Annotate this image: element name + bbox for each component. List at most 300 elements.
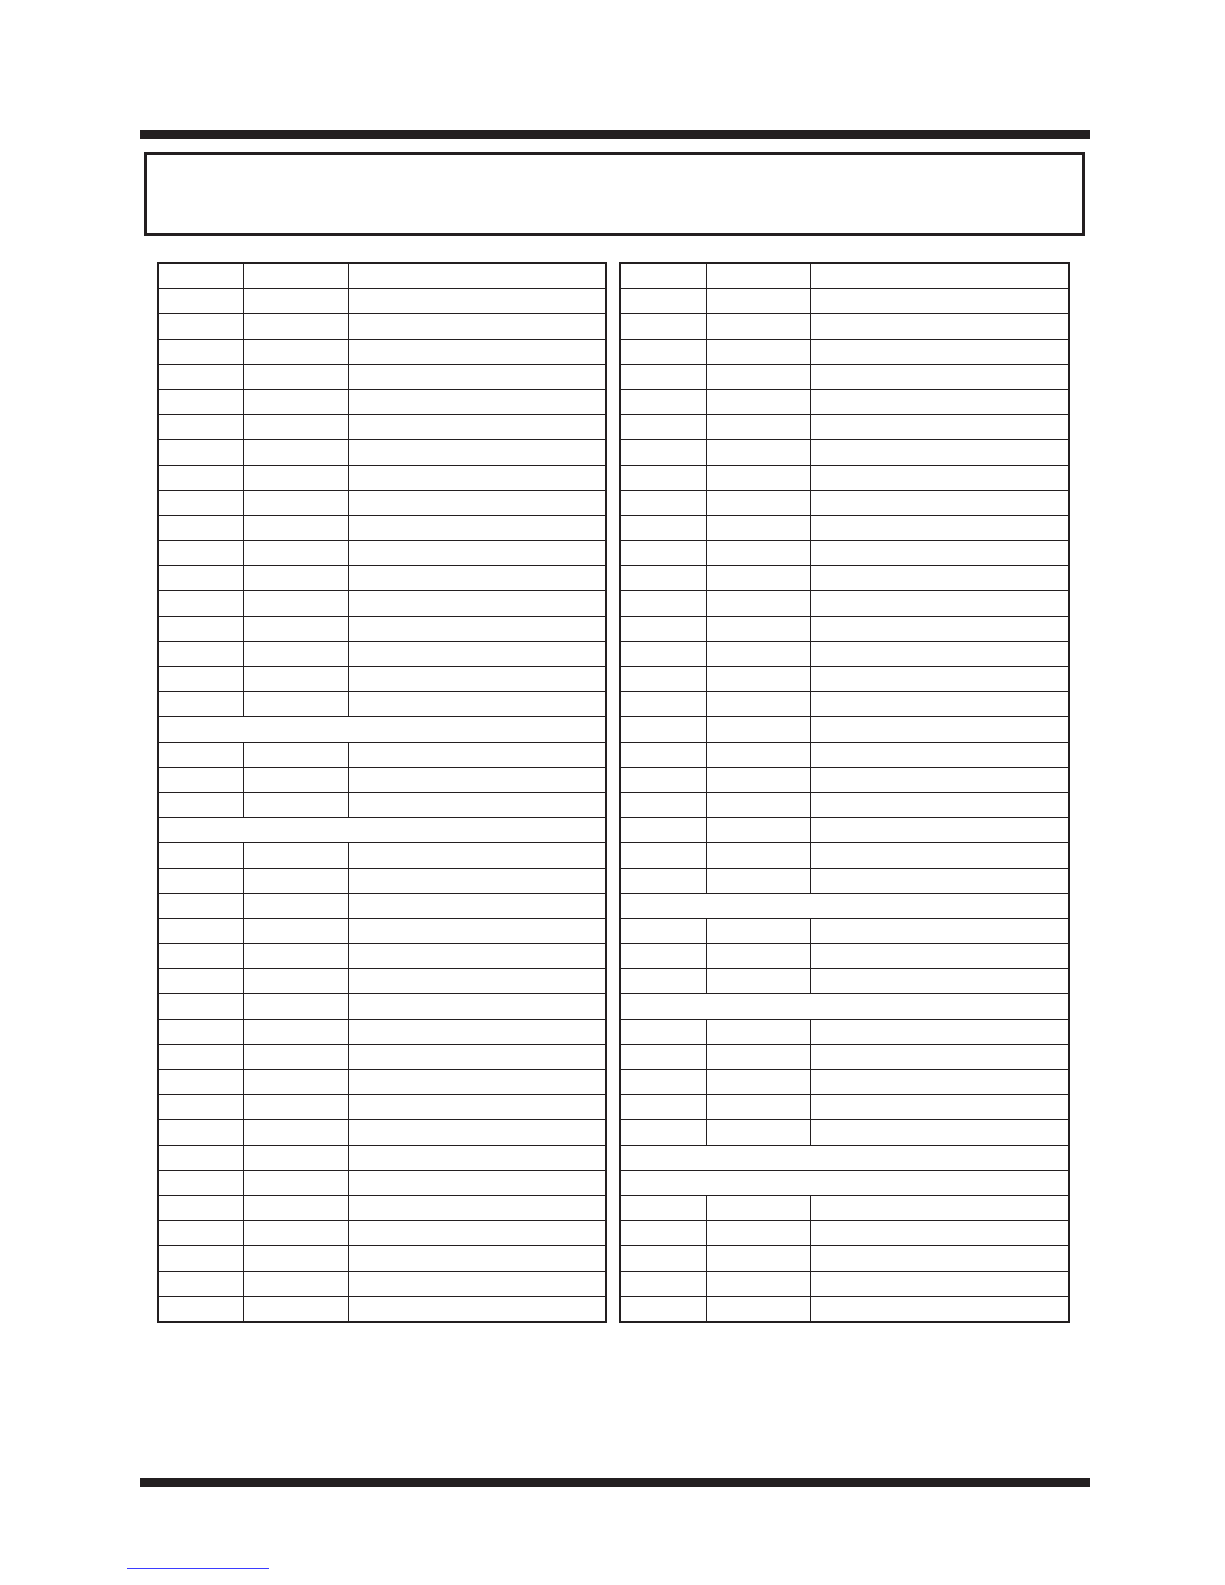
table-cell <box>620 692 706 717</box>
table-cell <box>706 415 810 440</box>
table-cell <box>620 541 706 566</box>
table-cell <box>620 490 706 515</box>
table-cell <box>158 641 243 666</box>
table-cell <box>706 918 810 943</box>
table-row <box>158 1170 606 1195</box>
table-cell <box>243 1070 348 1095</box>
table-cell <box>158 692 243 717</box>
table-row <box>158 1271 606 1296</box>
table-cell <box>810 465 1069 490</box>
table-cell <box>158 289 243 314</box>
table-cell <box>810 1246 1069 1271</box>
table-cell <box>348 314 606 339</box>
table-cell <box>810 591 1069 616</box>
table-cell <box>348 1195 606 1220</box>
table-cell <box>810 314 1069 339</box>
table-row <box>620 1095 1069 1120</box>
table-row <box>620 1019 1069 1044</box>
table-cell <box>243 944 348 969</box>
section-cell <box>620 994 1069 1019</box>
table-cell <box>348 868 606 893</box>
table-cell <box>243 893 348 918</box>
table-cell <box>620 792 706 817</box>
left-table <box>157 262 607 1323</box>
table-row <box>158 566 606 591</box>
table-cell <box>810 515 1069 540</box>
table-cell <box>620 465 706 490</box>
table-cell <box>243 994 348 1019</box>
table-cell <box>706 1221 810 1246</box>
table-cell <box>810 1195 1069 1220</box>
table-cell <box>348 566 606 591</box>
table-cell <box>620 818 706 843</box>
table-cell <box>810 490 1069 515</box>
table-row <box>158 616 606 641</box>
table-cell <box>348 1271 606 1296</box>
table-row <box>620 792 1069 817</box>
table-cell <box>620 944 706 969</box>
table-cell <box>158 263 243 289</box>
table-cell <box>243 1221 348 1246</box>
table-row <box>620 1246 1069 1271</box>
table-cell <box>348 263 606 289</box>
table-cell <box>243 692 348 717</box>
table-cell <box>620 742 706 767</box>
table-row <box>158 1019 606 1044</box>
table-cell <box>243 1296 348 1322</box>
table-cell <box>620 767 706 792</box>
table-cell <box>706 667 810 692</box>
table-cell <box>158 339 243 364</box>
table-row <box>158 918 606 943</box>
table-cell <box>348 893 606 918</box>
table-cell <box>348 918 606 943</box>
table-row <box>158 415 606 440</box>
table-cell <box>620 1246 706 1271</box>
table-row <box>158 641 606 666</box>
table-cell <box>706 717 810 742</box>
table-cell <box>243 1044 348 1069</box>
table-cell <box>348 1170 606 1195</box>
table-cell <box>243 969 348 994</box>
table-cell <box>620 969 706 994</box>
table-cell <box>620 717 706 742</box>
table-cell <box>706 1070 810 1095</box>
table-cell <box>620 1221 706 1246</box>
table-cell <box>810 263 1069 289</box>
table-cell <box>243 289 348 314</box>
table-cell <box>158 1271 243 1296</box>
table-cell <box>158 1246 243 1271</box>
table-cell <box>243 314 348 339</box>
table-cell <box>810 415 1069 440</box>
table-cell <box>706 692 810 717</box>
table-cell <box>810 767 1069 792</box>
table-cell <box>158 1044 243 1069</box>
table-cell <box>706 1120 810 1145</box>
table-row <box>158 1246 606 1271</box>
table-cell <box>810 1019 1069 1044</box>
table-cell <box>810 742 1069 767</box>
table-cell <box>348 415 606 440</box>
table-cell <box>706 868 810 893</box>
footer-link[interactable] <box>127 1568 269 1569</box>
table-cell <box>348 1120 606 1145</box>
table-cell <box>158 415 243 440</box>
table-cell <box>706 1296 810 1322</box>
table-cell <box>620 389 706 414</box>
table-cell <box>243 742 348 767</box>
table-cell <box>158 667 243 692</box>
table-cell <box>706 591 810 616</box>
table-cell <box>706 843 810 868</box>
table-cell <box>243 1170 348 1195</box>
table-cell <box>810 389 1069 414</box>
table-cell <box>810 944 1069 969</box>
table-cell <box>620 339 706 364</box>
table-cell <box>348 1221 606 1246</box>
table-row <box>620 818 1069 843</box>
table-cell <box>706 289 810 314</box>
table-cell <box>158 1296 243 1322</box>
table-row <box>158 1195 606 1220</box>
table-row <box>620 667 1069 692</box>
table-cell <box>348 1095 606 1120</box>
title-box <box>144 152 1085 236</box>
table-cell <box>706 767 810 792</box>
table-cell <box>243 1271 348 1296</box>
table-cell <box>706 389 810 414</box>
section-cell <box>158 818 606 843</box>
table-cell <box>348 1044 606 1069</box>
table-cell <box>620 1019 706 1044</box>
table-cell <box>243 1145 348 1170</box>
section-cell <box>620 1170 1069 1195</box>
table-cell <box>158 944 243 969</box>
section-row <box>158 818 606 843</box>
table-cell <box>706 944 810 969</box>
table-cell <box>158 969 243 994</box>
table-cell <box>810 1271 1069 1296</box>
table-cell <box>348 994 606 1019</box>
table-row <box>620 415 1069 440</box>
table-row <box>158 490 606 515</box>
section-row <box>620 893 1069 918</box>
table-cell <box>706 1271 810 1296</box>
table-cell <box>348 692 606 717</box>
table-row <box>158 1120 606 1145</box>
table-cell <box>620 440 706 465</box>
table-cell <box>810 641 1069 666</box>
table-cell <box>243 792 348 817</box>
table-row <box>620 515 1069 540</box>
table-cell <box>620 515 706 540</box>
table-row <box>158 742 606 767</box>
table-cell <box>348 1296 606 1322</box>
table-cell <box>620 289 706 314</box>
table-row <box>620 767 1069 792</box>
table-row <box>620 339 1069 364</box>
table-row <box>158 969 606 994</box>
table-cell <box>348 616 606 641</box>
table-cell <box>706 1195 810 1220</box>
table-cell <box>158 1221 243 1246</box>
table-cell <box>810 1221 1069 1246</box>
table-row <box>158 1070 606 1095</box>
table-row <box>158 692 606 717</box>
table-cell <box>348 1070 606 1095</box>
table-cell <box>620 1044 706 1069</box>
table-cell <box>620 1271 706 1296</box>
table-cell <box>243 364 348 389</box>
table-cell <box>620 868 706 893</box>
table-row <box>158 1296 606 1322</box>
table-cell <box>158 893 243 918</box>
table-cell <box>810 616 1069 641</box>
table-cell <box>243 1095 348 1120</box>
table-cell <box>810 364 1069 389</box>
table-row <box>620 1044 1069 1069</box>
table-cell <box>158 1195 243 1220</box>
table-cell <box>158 918 243 943</box>
table-cell <box>158 465 243 490</box>
table-row <box>158 1221 606 1246</box>
table-cell <box>706 1095 810 1120</box>
table-row <box>620 1296 1069 1322</box>
table-cell <box>158 994 243 1019</box>
section-cell <box>158 717 606 742</box>
table-row <box>620 1271 1069 1296</box>
table-cell <box>620 641 706 666</box>
table-cell <box>620 843 706 868</box>
table-cell <box>810 717 1069 742</box>
table-row <box>620 364 1069 389</box>
table-cell <box>158 843 243 868</box>
table-cell <box>706 792 810 817</box>
table-cell <box>620 918 706 943</box>
table-cell <box>620 314 706 339</box>
table-row <box>158 1095 606 1120</box>
section-cell <box>620 893 1069 918</box>
table-cell <box>243 843 348 868</box>
table-cell <box>810 1044 1069 1069</box>
table-row <box>158 440 606 465</box>
table-cell <box>243 440 348 465</box>
table-row <box>158 1145 606 1170</box>
table-row <box>620 490 1069 515</box>
table-cell <box>243 1195 348 1220</box>
table-cell <box>158 440 243 465</box>
table-cell <box>706 263 810 289</box>
table-cell <box>810 818 1069 843</box>
table-row <box>158 1044 606 1069</box>
table-row <box>620 843 1069 868</box>
table-cell <box>348 465 606 490</box>
table-cell <box>348 1019 606 1044</box>
table-cell <box>243 591 348 616</box>
table-cell <box>620 566 706 591</box>
table-cell <box>348 389 606 414</box>
table-cell <box>243 1120 348 1145</box>
table-cell <box>810 541 1069 566</box>
table-cell <box>243 541 348 566</box>
table-cell <box>348 667 606 692</box>
table-row <box>158 515 606 540</box>
table-row <box>158 591 606 616</box>
table-cell <box>348 515 606 540</box>
table-row <box>620 969 1069 994</box>
table-cell <box>810 1120 1069 1145</box>
table-cell <box>243 415 348 440</box>
table-row <box>158 263 606 289</box>
table-cell <box>348 1145 606 1170</box>
table-cell <box>348 289 606 314</box>
table-cell <box>158 1070 243 1095</box>
table-row <box>620 389 1069 414</box>
table-row <box>620 742 1069 767</box>
table-row <box>158 289 606 314</box>
table-row <box>620 717 1069 742</box>
table-cell <box>706 818 810 843</box>
table-cell <box>620 1195 706 1220</box>
table-row <box>620 289 1069 314</box>
table-cell <box>810 1296 1069 1322</box>
section-row <box>620 1170 1069 1195</box>
table-cell <box>243 339 348 364</box>
table-cell <box>348 339 606 364</box>
table-row <box>620 1221 1069 1246</box>
table-cell <box>243 465 348 490</box>
section-row <box>158 717 606 742</box>
table-row <box>158 339 606 364</box>
table-cell <box>620 263 706 289</box>
section-cell <box>620 1145 1069 1170</box>
table-cell <box>158 1019 243 1044</box>
table-cell <box>348 969 606 994</box>
table-cell <box>706 1044 810 1069</box>
table-cell <box>243 263 348 289</box>
table-cell <box>706 440 810 465</box>
table-row <box>620 1120 1069 1145</box>
section-row <box>620 1145 1069 1170</box>
table-cell <box>243 616 348 641</box>
table-cell <box>810 918 1069 943</box>
table-cell <box>243 389 348 414</box>
table-row <box>620 314 1069 339</box>
table-row <box>158 792 606 817</box>
section-row <box>620 994 1069 1019</box>
table-cell <box>620 1120 706 1145</box>
table-cell <box>810 692 1069 717</box>
table-row <box>620 263 1069 289</box>
table-cell <box>158 742 243 767</box>
table-cell <box>348 944 606 969</box>
table-row <box>620 440 1069 465</box>
table-cell <box>620 1296 706 1322</box>
table-cell <box>620 591 706 616</box>
table-cell <box>243 868 348 893</box>
table-cell <box>348 742 606 767</box>
table-cell <box>158 515 243 540</box>
table-row <box>620 1195 1069 1220</box>
table-cell <box>810 667 1069 692</box>
table-cell <box>706 364 810 389</box>
table-cell <box>706 314 810 339</box>
table-cell <box>243 515 348 540</box>
table-row <box>158 314 606 339</box>
table-cell <box>243 566 348 591</box>
right-table <box>619 262 1070 1323</box>
table-cell <box>620 364 706 389</box>
table-cell <box>243 767 348 792</box>
table-cell <box>810 1070 1069 1095</box>
table-cell <box>620 667 706 692</box>
table-cell <box>810 868 1069 893</box>
table-cell <box>158 364 243 389</box>
table-cell <box>706 641 810 666</box>
table-row <box>620 918 1069 943</box>
table-cell <box>810 843 1069 868</box>
table-cell <box>810 289 1069 314</box>
table-cell <box>706 515 810 540</box>
table-cell <box>706 541 810 566</box>
table-cell <box>706 1246 810 1271</box>
table-row <box>620 868 1069 893</box>
table-row <box>620 641 1069 666</box>
table-row <box>158 364 606 389</box>
table-cell <box>348 1246 606 1271</box>
table-cell <box>243 641 348 666</box>
table-cell <box>158 591 243 616</box>
table-cell <box>158 1095 243 1120</box>
table-cell <box>706 742 810 767</box>
bottom-rule <box>140 1478 1090 1487</box>
table-cell <box>706 616 810 641</box>
table-cell <box>243 1019 348 1044</box>
table-cell <box>158 792 243 817</box>
table-row <box>158 994 606 1019</box>
table-cell <box>158 868 243 893</box>
table-cell <box>158 314 243 339</box>
table-row <box>158 541 606 566</box>
table-row <box>158 893 606 918</box>
table-cell <box>348 767 606 792</box>
table-row <box>158 868 606 893</box>
table-cell <box>810 566 1069 591</box>
table-cell <box>706 566 810 591</box>
table-cell <box>158 541 243 566</box>
table-cell <box>620 616 706 641</box>
table-cell <box>243 490 348 515</box>
table-cell <box>158 566 243 591</box>
table-row <box>158 843 606 868</box>
table-row <box>158 389 606 414</box>
table-cell <box>620 1095 706 1120</box>
table-cell <box>243 918 348 943</box>
table-cell <box>810 1095 1069 1120</box>
table-cell <box>706 339 810 364</box>
table-cell <box>620 1070 706 1095</box>
table-cell <box>348 792 606 817</box>
table-cell <box>810 792 1069 817</box>
table-row <box>158 944 606 969</box>
table-cell <box>706 490 810 515</box>
table-cell <box>158 1120 243 1145</box>
table-cell <box>158 616 243 641</box>
table-cell <box>810 969 1069 994</box>
table-cell <box>620 415 706 440</box>
table-cell <box>706 465 810 490</box>
